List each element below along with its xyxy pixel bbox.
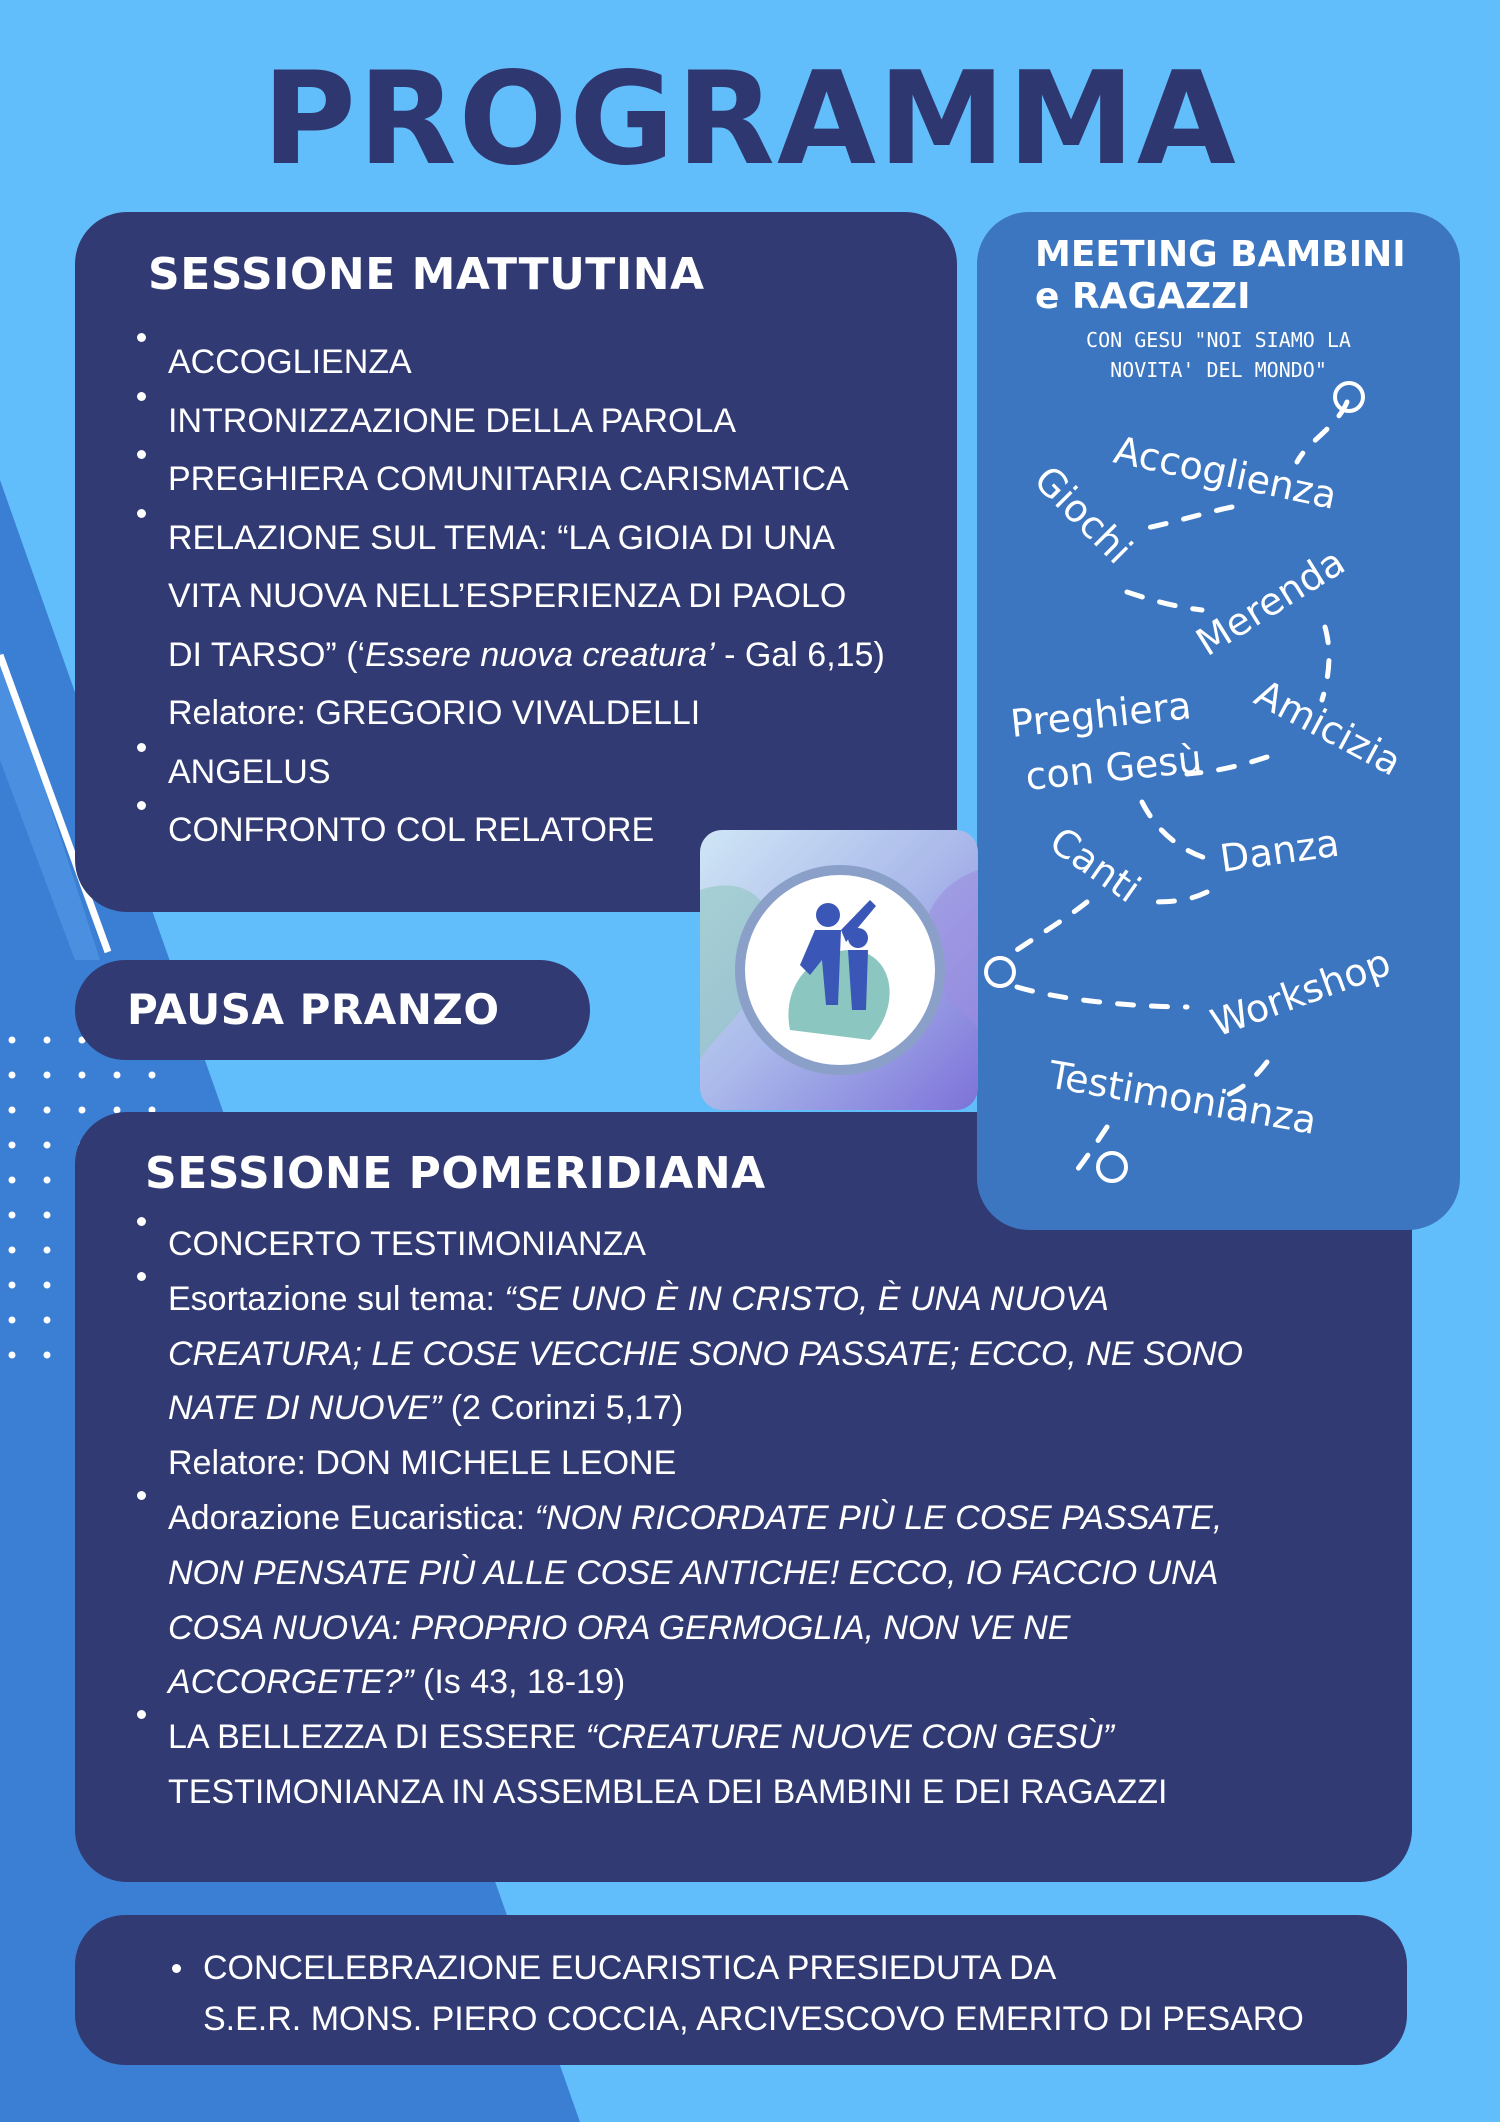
event-logo-image bbox=[700, 830, 978, 1110]
decorative-dot bbox=[9, 1282, 16, 1289]
activity-preghiera: Preghiera bbox=[1008, 683, 1194, 746]
activity-path-map bbox=[977, 212, 1460, 1230]
lunch-break-label: PAUSA PRANZO bbox=[127, 985, 500, 1034]
decorative-dot bbox=[9, 1352, 16, 1359]
list-item-continuation: NATE DI NUOVE” (2 Corinzi 5,17) bbox=[168, 1389, 684, 1428]
list-item-continuation: NON PENSATE PIÙ ALLE COSE ANTICHE! ECCO, IO FACCIO UNA bbox=[168, 1553, 1219, 1592]
list-item-continuation: ACCORGETE?” (Is 43, 18-19) bbox=[168, 1663, 626, 1702]
list-item: PREGHIERA COMUNITARIA CARISMATICA bbox=[128, 450, 885, 509]
activity-amicizia: Amicizia bbox=[1247, 671, 1409, 785]
path-mid-node bbox=[986, 958, 1014, 986]
decorative-dot bbox=[79, 1072, 86, 1079]
list-item: Esortazione sul tema: “SE UNO È IN CRISTO, È UNA NUOVA bbox=[128, 1272, 1243, 1327]
afternoon-session-list bbox=[128, 1217, 1243, 1820]
list-item-continuation: S.E.R. MONS. PIERO COCCIA, ARCIVESCOVO EMERITO DI PESARO bbox=[203, 2000, 1304, 2038]
activity-giochi: Giochi bbox=[1025, 457, 1141, 573]
path-start-node bbox=[1335, 383, 1363, 411]
decorative-dot bbox=[44, 1037, 51, 1044]
list-item: CONCERTO TESTIMONIANZA bbox=[128, 1217, 1243, 1272]
list-item-continuation: VITA NUOVA NELL’ESPERIENZA DI PAOLO bbox=[168, 577, 847, 615]
list-item: RELAZIONE SUL TEMA: “LA GIOIA DI UNA bbox=[128, 509, 885, 568]
activity-accoglienza: Accoglienza bbox=[1110, 427, 1341, 518]
kids-motto-line-1: CON GESU "NOI SIAMO LA bbox=[1086, 328, 1351, 352]
decorative-dot bbox=[44, 1212, 51, 1219]
kids-meeting-panel bbox=[977, 212, 1460, 1230]
decorative-dot bbox=[44, 1352, 51, 1359]
activity-con-gesu: con Gesù bbox=[1023, 736, 1204, 799]
decorative-dot bbox=[9, 1142, 16, 1149]
list-item: INTRONIZZAZIONE DELLA PAROLA bbox=[128, 392, 885, 451]
list-item: ACCOGLIENZA bbox=[128, 333, 885, 392]
speaker-line: Relatore: GREGORIO VIVALDELLI bbox=[168, 694, 701, 732]
decorative-dot bbox=[114, 1072, 121, 1079]
decorative-dot bbox=[44, 1142, 51, 1149]
decorative-dot bbox=[44, 1317, 51, 1324]
decorative-dot bbox=[9, 1107, 16, 1114]
morning-session-heading: SESSIONE MATTUTINA bbox=[148, 249, 705, 300]
list-item-continuation: CREATURA; LE COSE VECCHIE SONO PASSATE; ECCO, NE SONO bbox=[168, 1334, 1243, 1373]
kids-motto-line-2: NOVITA' DEL MONDO" bbox=[1110, 358, 1327, 382]
decorative-dot bbox=[9, 1212, 16, 1219]
speaker-line: Relatore: DON MICHELE LEONE bbox=[168, 1444, 677, 1483]
list-item: ANGELUS bbox=[128, 743, 885, 802]
path-end-node bbox=[1098, 1153, 1126, 1181]
closing-mass-card bbox=[75, 1915, 1407, 2065]
decorative-dot bbox=[79, 1107, 86, 1114]
activity-danza: Danza bbox=[1217, 820, 1342, 881]
decorative-dot bbox=[149, 1072, 156, 1079]
decorative-dot bbox=[44, 1107, 51, 1114]
list-item-continuation: DI TARSO” (‘Essere nuova creatura’ - Gal 6,15) bbox=[168, 635, 885, 674]
decorative-dot bbox=[44, 1177, 51, 1184]
activity-merenda: Merenda bbox=[1188, 539, 1353, 665]
decorative-dot bbox=[9, 1317, 16, 1324]
decorative-dot bbox=[9, 1072, 16, 1079]
list-item: Adorazione Eucaristica: “NON RICORDATE PIÙ LE COSE PASSATE, bbox=[128, 1491, 1243, 1546]
activity-workshop: Workshop bbox=[1205, 939, 1397, 1046]
list-item-continuation: COSA NUOVA: PROPRIO ORA GERMOGLIA, NON VE NE bbox=[168, 1608, 1071, 1647]
closing-list bbox=[163, 1943, 1304, 2045]
kids-title-line-1: MEETING BAMBINI bbox=[1035, 234, 1406, 275]
lunch-break-pill bbox=[75, 960, 590, 1060]
list-item: CONFRONTO COL RELATORE bbox=[128, 801, 885, 860]
decorative-dot bbox=[9, 1177, 16, 1184]
decorative-dot bbox=[44, 1072, 51, 1079]
kids-title-line-2: e RAGAZZI bbox=[1035, 276, 1251, 317]
activity-testimonianza: Testimonianza bbox=[1045, 1052, 1320, 1143]
decorative-dot bbox=[44, 1247, 51, 1254]
page-title: PROGRAMMA bbox=[262, 45, 1238, 194]
list-item-continuation: TESTIMONIANZA IN ASSEMBLEA DEI BAMBINI E DEI RAGAZZI bbox=[168, 1772, 1168, 1811]
list-item: CONCELEBRAZIONE EUCARISTICA PRESIEDUTA DA bbox=[163, 1943, 1304, 1994]
list-item: LA BELLEZZA DI ESSERE “CREATURE NUOVE CON GESÙ” bbox=[128, 1710, 1243, 1765]
activity-canti: Canti bbox=[1041, 818, 1149, 912]
morning-session-list bbox=[128, 333, 885, 860]
decorative-dot bbox=[44, 1282, 51, 1289]
afternoon-session-heading: SESSIONE POMERIDIANA bbox=[145, 1148, 766, 1199]
decorative-dot bbox=[9, 1037, 16, 1044]
decorative-dot bbox=[9, 1247, 16, 1254]
